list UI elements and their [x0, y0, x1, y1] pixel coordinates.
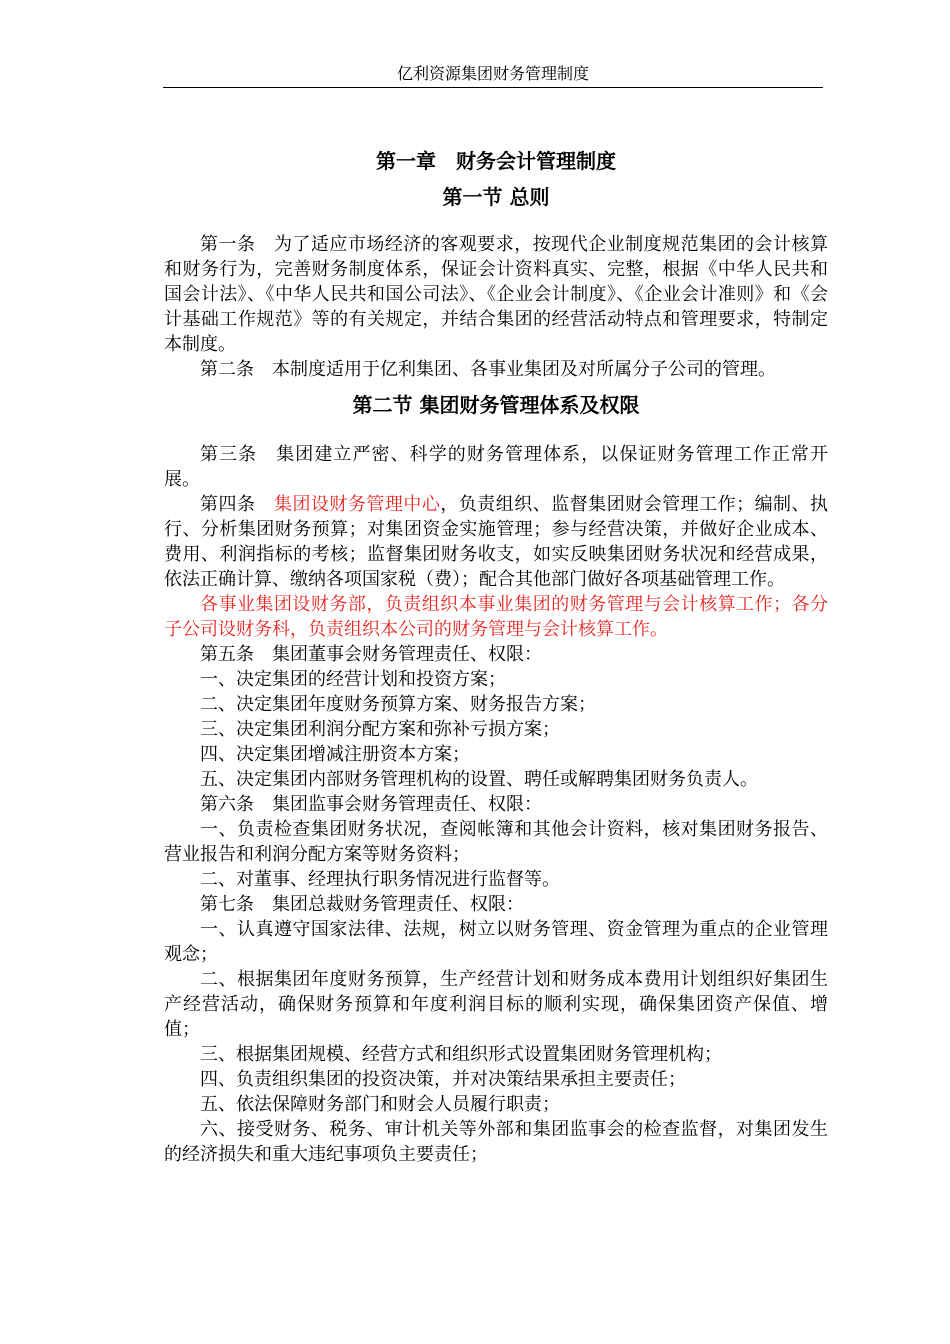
section-1-title: 第一节 总则 — [442, 185, 550, 209]
list-item: 四、决定集团增减注册资本方案； — [200, 744, 470, 765]
article-3: 第三条 集团建立严密、科学的财务管理体系，以保证财务管理工作正常开展。 — [164, 444, 828, 490]
article-4-label: 第四条 — [200, 494, 274, 515]
list-item: 六、接受财务、税务、审计机关等外部和集团监事会的检查监督，对集团发生的经济损失和重大违纪事项负主要责任； — [164, 1119, 828, 1165]
article-2: 第二条 本制度适用于亿利集团、各事业集团及对所属分子公司的管理。 — [200, 359, 776, 380]
list-item: 一、决定集团的经营计划和投资方案； — [200, 669, 506, 690]
list-item: 二、对董事、经理执行职务情况进行监督等。 — [200, 869, 560, 890]
section-2-title: 第二节 集团财务管理体系及权限 — [352, 393, 640, 417]
page-header: 亿利资源集团财务管理制度 — [163, 62, 823, 88]
list-item: 二、根据集团年度财务预算，生产经营计划和财务成本费用计划组织好集团生产经营活动，确保财务预算和年度利润目标的顺利实现，确保集团资产保值、增值； — [164, 969, 828, 1040]
article-4-text: ，负责组织、监督集团财会管理工作；编制、执行、分析集团财务预算；对集团资金实施管理；参与经营决策，并做好企业成本、费用、利润指标的考核；监督集团财务收支，如实反映集团财务状况和经营成果，依法正确计算、缴纳各项国家税（费）；配合其他部门做好各项基础管理工作。 — [164, 494, 829, 590]
list-item: 第五条 集团董事会财务管理责任、权限： — [200, 644, 542, 665]
spacer — [164, 430, 828, 442]
list-item: 四、负责组织集团的投资决策，并对决策结果承担主要责任； — [200, 1069, 686, 1090]
spacer — [164, 212, 828, 232]
list-item: 一、负责检查集团财务状况，查阅帐簿和其他会计资料，核对集团财务报告、营业报告和利润分配方案等财务资料； — [164, 819, 828, 865]
document-body — [164, 146, 828, 1167]
list-item: 三、根据集团规模、经营方式和组织形式设置集团财务管理机构； — [200, 1044, 722, 1065]
list-item: 二、决定集团年度财务预算方案、财务报告方案； — [200, 694, 596, 715]
subsidiary-finance-note: 各事业集团设财务部，负责组织本事业集团的财务管理与会计核算工作；各分子公司设财务科，负责组织本公司的财务管理与会计核算工作。 — [164, 594, 828, 640]
article-1: 第一条 为了适应市场经济的客观要求，按现代企业制度规范集团的会计核算和财务行为，完善财务制度体系，保证会计资料真实、完整，根据《中华人民共和国会计法》、《中华人民共和国公司法》、《企业会计制度》、《企业会计准则》和《会计基础工作规范》等的有关规定，并结合集团的经营活动特点和管理要求，特制定本制度。 — [164, 234, 828, 355]
article-4 — [164, 492, 828, 592]
list-item: 第六条 集团监事会财务管理责任、权限： — [200, 794, 542, 815]
list-item: 一、认真遵守国家法律、法规，树立以财务管理、资金管理为重点的企业管理观念； — [164, 919, 828, 965]
chapter-title: 第一章 财务会计管理制度 — [376, 149, 616, 173]
article-4-highlight: 集团设财务管理中心 — [273, 494, 441, 515]
list-item: 第七条 集团总裁财务管理责任、权限： — [200, 894, 524, 915]
list-item: 五、依法保障财务部门和财会人员履行职责； — [200, 1094, 560, 1115]
list-item: 三、决定集团利润分配方案和弥补亏损方案； — [200, 719, 560, 740]
list-item: 五、决定集团内部财务管理机构的设置、聘任或解聘集团财务负责人。 — [200, 769, 758, 790]
